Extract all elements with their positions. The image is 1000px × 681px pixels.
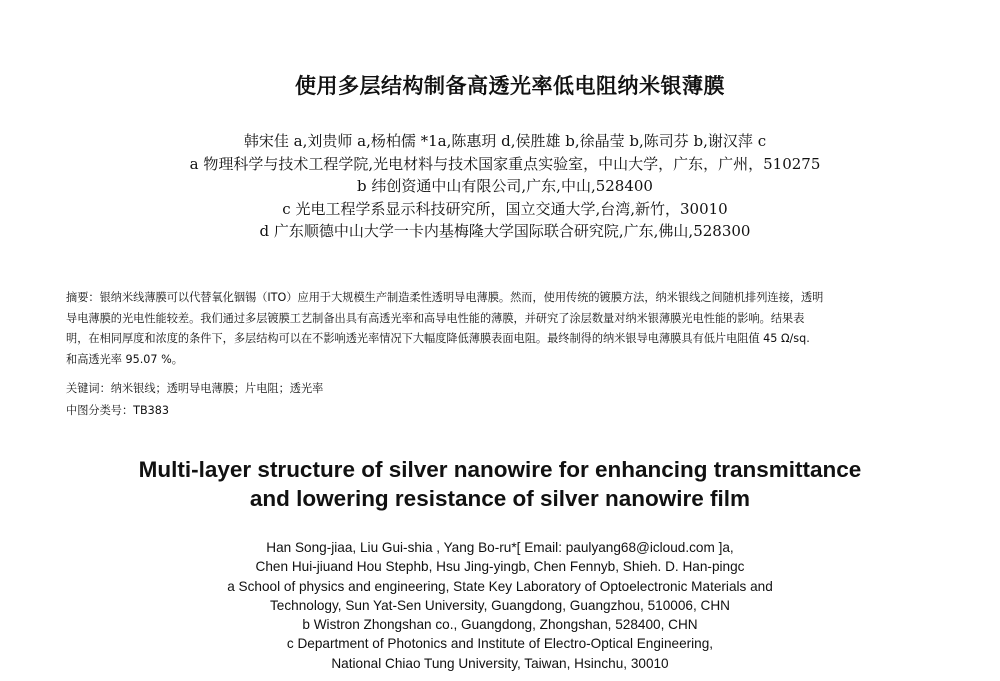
abstract-line: 摘要：银纳米线薄膜可以代替氧化铟锡（ITO）应用于大规模生产制造柔性透明导电薄膜。然而，使用传统的镀膜方法，纳米银线之间随机排列连接，透明 bbox=[66, 291, 824, 304]
chinese-affiliation-d: d 广东顺德中山大学一卡内基梅隆大学国际联合研究院,广东,佛山,528300 bbox=[259, 222, 751, 240]
chinese-author-block bbox=[0, 130, 1000, 243]
english-title-line: and lowering resistance of silver nanowire film bbox=[249, 486, 751, 511]
english-affiliation-line: a School of physics and engineering, State Key Laboratory of Optoelectronic Materials and bbox=[227, 578, 773, 594]
abstract-line: 和高透光率 95.07 %。 bbox=[66, 352, 183, 366]
chinese-keywords: 关键词：纳米银线；透明导电薄膜；片电阻；透光率 bbox=[66, 382, 324, 395]
chinese-affiliation-b: b 纬创资通中山有限公司,广东,中山,528400 bbox=[357, 177, 653, 195]
chinese-affiliation-a: a 物理科学与技术工程学院,光电材料与技术国家重点实验室，中山大学，广东，广州，510275 bbox=[189, 154, 821, 173]
english-affiliation-line: National Chiao Tung University, Taiwan, Hsinchu, 30010 bbox=[331, 655, 669, 671]
english-affiliation-line: b Wistron Zhongshan co., Guangdong, Zhongshan, 528400, CHN bbox=[302, 617, 698, 633]
chinese-title: 使用多层结构制备高透光率低电阻纳米银薄膜 bbox=[295, 74, 725, 98]
classification-number: 中图分类号：TB383 bbox=[66, 404, 169, 417]
abstract-line: 明，在相同厚度和浓度的条件下，多层结构可以在不影响透光率情况下大幅度降低薄膜表面电阻。最终制得的纳米银导电薄膜具有低片电阻值 45 Ω/sq. bbox=[66, 332, 810, 345]
english-authors-line: Han Song-jiaa, Liu Gui-shia , Yang Bo-ru*[ Email: paulyang68@icloud.com ]a, bbox=[266, 540, 734, 555]
english-title bbox=[0, 455, 1000, 513]
english-author-block bbox=[0, 538, 1000, 673]
english-affiliation-line: Technology, Sun Yat-Sen University, Guangdong, Guangzhou, 510006, CHN bbox=[270, 597, 730, 613]
abstract-line: 导电薄膜的光电性能较差。我们通过多层镀膜工艺制备出具有高透光率和高导电性能的薄膜，并研究了涂层数量对纳米银薄膜光电性能的影响。结果表 bbox=[66, 311, 805, 325]
english-authors-line: Chen Hui-jiuand Hou Stephb, Hsu Jing-yingb, Chen Fennyb, Shieh. D. Han-pingc bbox=[255, 559, 745, 575]
chinese-affiliation-c: c 光电工程学系显示科技研究所，国立交通大学,台湾,新竹，30010 bbox=[282, 199, 728, 218]
english-affiliation-line: c Department of Photonics and Institute of Electro-Optical Engineering, bbox=[286, 636, 714, 652]
chinese-authors: 韩宋佳 a,刘贵师 a,杨柏儒 *1a,陈惠玥 d,侯胜雄 b,徐晶莹 b,陈司芬 b,谢汉萍 c bbox=[243, 132, 767, 150]
chinese-abstract bbox=[66, 288, 956, 370]
english-title-line: Multi-layer structure of silver nanowire for enhancing transmittance bbox=[138, 457, 862, 482]
